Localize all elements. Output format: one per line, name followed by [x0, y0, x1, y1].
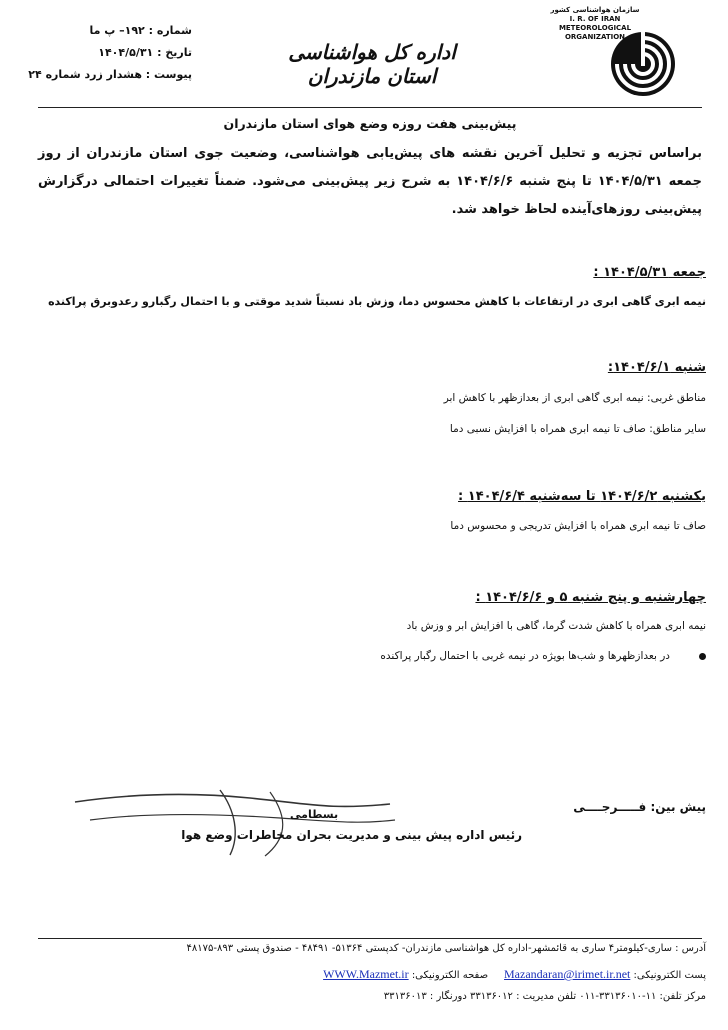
- header-divider: [38, 107, 702, 108]
- logo-caption-fa: سازمان هواشناسی کشور: [550, 6, 640, 14]
- day-forecast-sunday-tuesday: صاف تا نیمه ابری همراه با افزایش تدریجی و محسوس دما: [450, 520, 706, 532]
- day-forecast-saturday-other: سایر مناطق: صاف تا نیمه ابری همراه با افزایش نسبی دما: [449, 423, 706, 435]
- website-label: صفحه الکترونیکی:: [411, 970, 489, 981]
- footer-contacts: [323, 967, 706, 982]
- document-title: پیش‌بینی هفت روزه وضع هوای استان مازندران: [223, 116, 517, 131]
- intro-paragraph: براساس تجزیه و تحلیل آخرین نقشه های پیش‌یابی هواشناسی، وضعیت جوی استان مازندران از روز جمعه ۱۴۰۴/۵/۳۱ تا پنج شنبه ۱۴۰۴/۶/۶ به شرح زیر پیش‌بینی می‌شود. ضمناً تغییرات احتمالی درگزارش پیش‌بینی روزهای‌آینده لحاظ خواهد شد.: [38, 146, 702, 217]
- handwritten-signature-icon: [70, 780, 400, 860]
- website-link[interactable]: WWW.Mazmet.ir: [323, 967, 409, 981]
- logo-caption-en-1: I. R. OF IRAN: [569, 15, 621, 23]
- signatory-name: بسطامی: [290, 808, 339, 821]
- letter-attachment: پیوست : هشدار زرد شماره ۲۴: [28, 68, 192, 81]
- day-heading-wednesday-thursday: چهارشنبه و پنج شنبه ۵ و ۱۴۰۴/۶/۶ :: [475, 590, 706, 605]
- logo-caption-en-3: ORGANIZATION: [564, 33, 626, 41]
- email-label: پست الکترونیکی:: [633, 970, 706, 981]
- signatory-role: رئیس اداره پیش بینی و مدیریت بحران مخاطرات وضع هوا: [181, 828, 522, 842]
- letter-number: شماره : ۱۹۲– پ ما: [89, 24, 192, 37]
- day-forecast-wednesday-thursday: نیمه ابری همراه با کاهش شدت گرما، گاهی با افزایش ابر و وزش باد: [406, 620, 706, 632]
- footer-address: آدرس : ساری-کیلومتر۴ ساری به قائمشهر-اداره کل هواشناسی مازندران- کدپستی ۵۱۳۶۴- ۴۸۴۹۱ - صندوق پستی ۸۹۳-۴۸۱۷۵: [186, 943, 706, 954]
- bullet-icon: [699, 653, 706, 660]
- day-heading-saturday: شنبه ۱۴۰۴/۶/۱:: [607, 360, 706, 375]
- footer-divider: [38, 938, 702, 939]
- day-heading-sunday-tuesday: یکشنبه ۱۴۰۴/۶/۲ تا سه‌شنبه ۱۴۰۴/۶/۴ :: [458, 489, 706, 504]
- forecaster-name: پیش بین: فـــــرجــــی: [573, 800, 706, 814]
- day-forecast-saturday-west: مناطق غربی: نیمه ابری گاهی ابری از بعدازظهر با کاهش ابر: [443, 392, 706, 404]
- org-title: اداره کل هواشناسی استان مازندران: [288, 40, 456, 88]
- meteorological-organization-logo: [597, 8, 689, 100]
- email-link[interactable]: Mazandaran@irimet.ir.net: [504, 967, 631, 981]
- logo-caption-en-2: METEOROLOGICAL: [558, 24, 632, 32]
- day-forecast-bullet: در بعدازظهرها و شب‌ها بویژه در نیمه غربی با احتمال رگبار پراکنده: [380, 650, 670, 662]
- day-forecast-friday: نیمه ابری گاهی ابری در ارتفاعات با کاهش محسوس دما، وزش باد نسبتاً شدید موقتی و با احتمال رگبارو رعدوبرق پراکنده: [48, 295, 706, 308]
- day-heading-friday: جمعه ۱۴۰۴/۵/۳۱ :: [593, 265, 706, 280]
- footer-phones: مرکز تلفن: ۱۱-۳۳۱۳۶۰۱۰-۰۱۱ تلفن مدیریت : ۳۳۱۳۶۰۱۲ دورنگار : ۳۳۱۳۶۰۱۳: [383, 991, 706, 1002]
- letter-date: تاریخ : ۱۴۰۴/۵/۳۱: [98, 46, 192, 59]
- letter-meta: [2, 20, 192, 86]
